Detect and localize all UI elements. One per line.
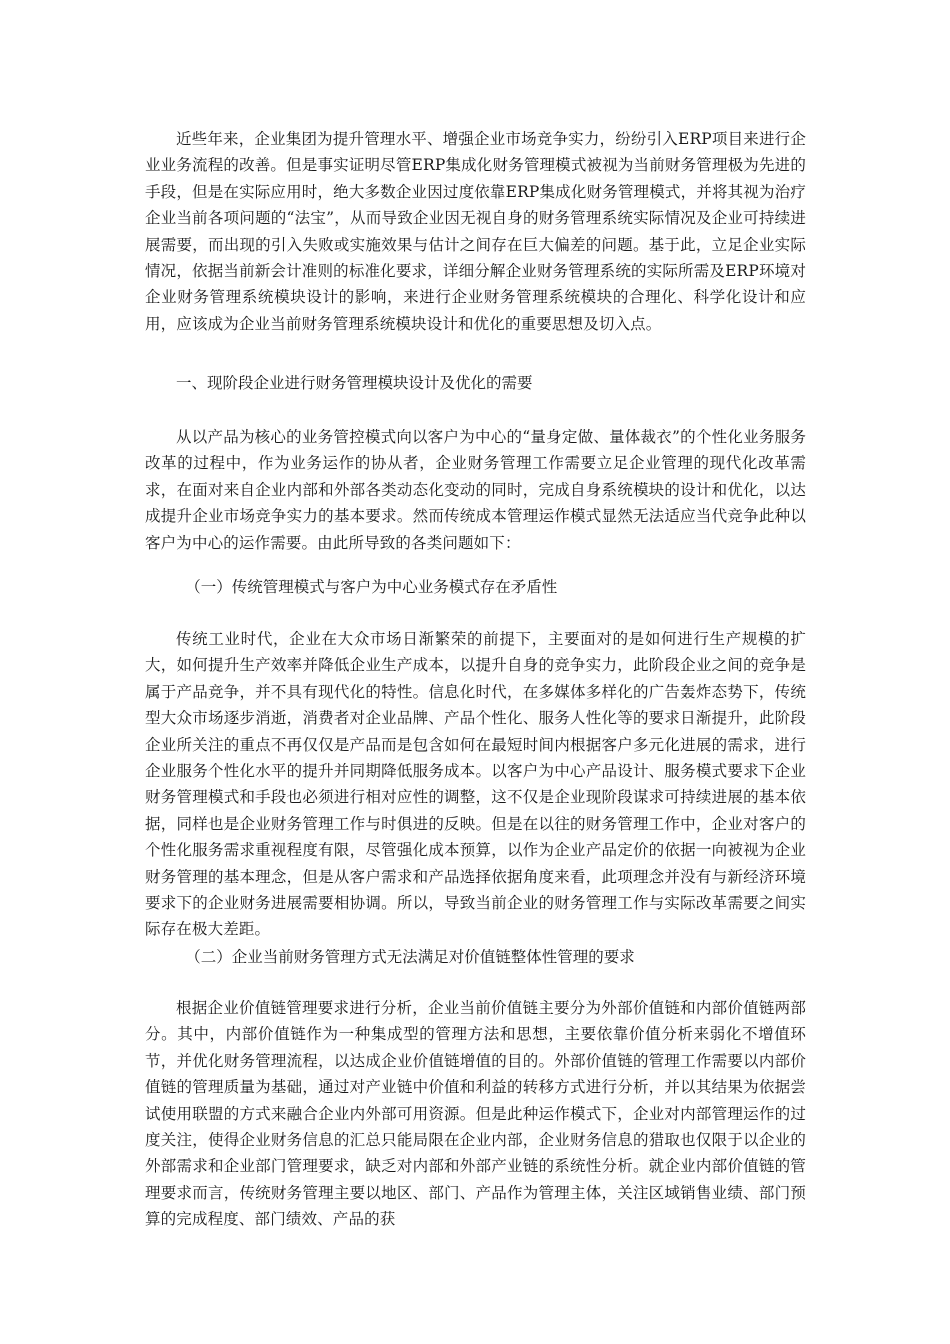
subsection-1-paragraph: 传统工业时代，企业在大众市场日渐繁荣的前提下，主要面对的是如何进行生产规模的扩大，如何提升生产效率并降低企业生产成本，以提升自身的竞争实力，此阶段企业之间的竞争是属于产品竞争，并不具有现代化的特性。信息化时代，在多媒体多样化的广告轰炸态势下，传统型大众市场逐步消逝，消费者对企业品牌、产品个性化、服务人性化等的要求日渐提升，此阶段企业所关注的重点不再仅仅是产品而是包含如何在最短时间内根据客户多元化进展的需求，进行企业服务个性化水平的提升并同期降低服务成本。以客户为中心产品设计、服务模式要求下企业财务管理模式和手段也必须进行相对应性的调整，这不仅是企业现阶段谋求可持续进展的基本依据，同样也是企业财务管理工作与时俱进的反映。但是在以往的财务管理工作中，企业对客户的个性化服务需求重视程度有限，尽管强化成本预算，以作为企业产品定价的依据一向被视为企业财务管理的基本理念，但是从客户需求和产品选择依据角度来看，此项理念并没有与新经济环境要求下的企业财务进展需要相协调。所以，导致当前企业的财务管理工作与实际改革需要之间实际存在极大差距。: [145, 630, 806, 939]
section-1-paragraph: 从以产品为核心的业务管控模式向以客户为中心的“量身定做、量体裁衣”的个性化业务服务改革的过程中，作为业务运作的协从者，企业财务管理工作需要立足企业管理的现代化改革需求，在面对来自企业内部和外部各类动态化变动的同时，完成自身系统模块的设计和优化，以达成提升企业市场竞争实力的基本要求。然而传统成本管理运作模式显然无法适应当代竞争此种以客户为中心的运作需要。由此所导致的各类问题如下：: [145, 428, 806, 552]
subsection-heading-2: （二）企业当前财务管理方式无法满足对价值链整体性管理的要求: [185, 948, 635, 966]
section-heading-1: 一、现阶段企业进行财务管理模块设计及优化的需要: [176, 374, 533, 392]
subsection-heading-1: （一）传统管理模式与客户为中心业务模式存在矛盾性: [185, 578, 558, 596]
intro-paragraph: 近些年来，企业集团为提升管理水平、增强企业市场竞争实力，纷纷引入ERP项目来进行企业业务流程的改善。但是事实证明尽管ERP集成化财务管理模式被视为当前财务管理极为先进的手段，但是在实际应用时，绝大多数企业因过度依靠ERP集成化财务管理模式，并将其视为治疗企业当前各项问题的“法宝”，从而导致企业因无视自身的财务管理系统实际情况及企业可持续进展需要，而出现的引入失败或实施效果与估计之间存在巨大偏差的问题。基于此，立足企业实际情况，依据当前新会计准则的标准化要求，详细分解企业财务管理系统的实际所需及ERP环境对企业财务管理系统模块设计的影响，来进行企业财务管理系统模块的合理化、科学化设计和应用，应该成为企业当前财务管理系统模块设计和优化的重要思想及切入点。: [145, 130, 806, 333]
subsection-2-paragraph: 根据企业价值链管理要求进行分析，企业当前价值链主要分为外部价值链和内部价值链两部分。其中，内部价值链作为一种集成型的管理方法和思想，主要依靠价值分析来弱化不增值环节，并优化财务管理流程，以达成企业价值链增值的目的。外部价值链的管理工作需要以内部价值链的管理质量为基础，通过对产业链中价值和利益的转移方式进行分析，并以其结果为依据尝试使用联盟的方式来融合企业内外部可用资源。但是此种运作模式下，企业对内部管理运作的过度关注，使得企业财务信息的汇总只能局限在企业内部，企业财务信息的猎取也仅限于以企业的外部需求和企业部门管理要求，缺乏对内部和外部产业链的系统性分析。就企业内部价值链的管理要求而言，传统财务管理主要以地区、部门、产品作为管理主体，关注区域销售业绩、部门预算的完成程度、部门绩效、产品的获: [145, 999, 806, 1229]
